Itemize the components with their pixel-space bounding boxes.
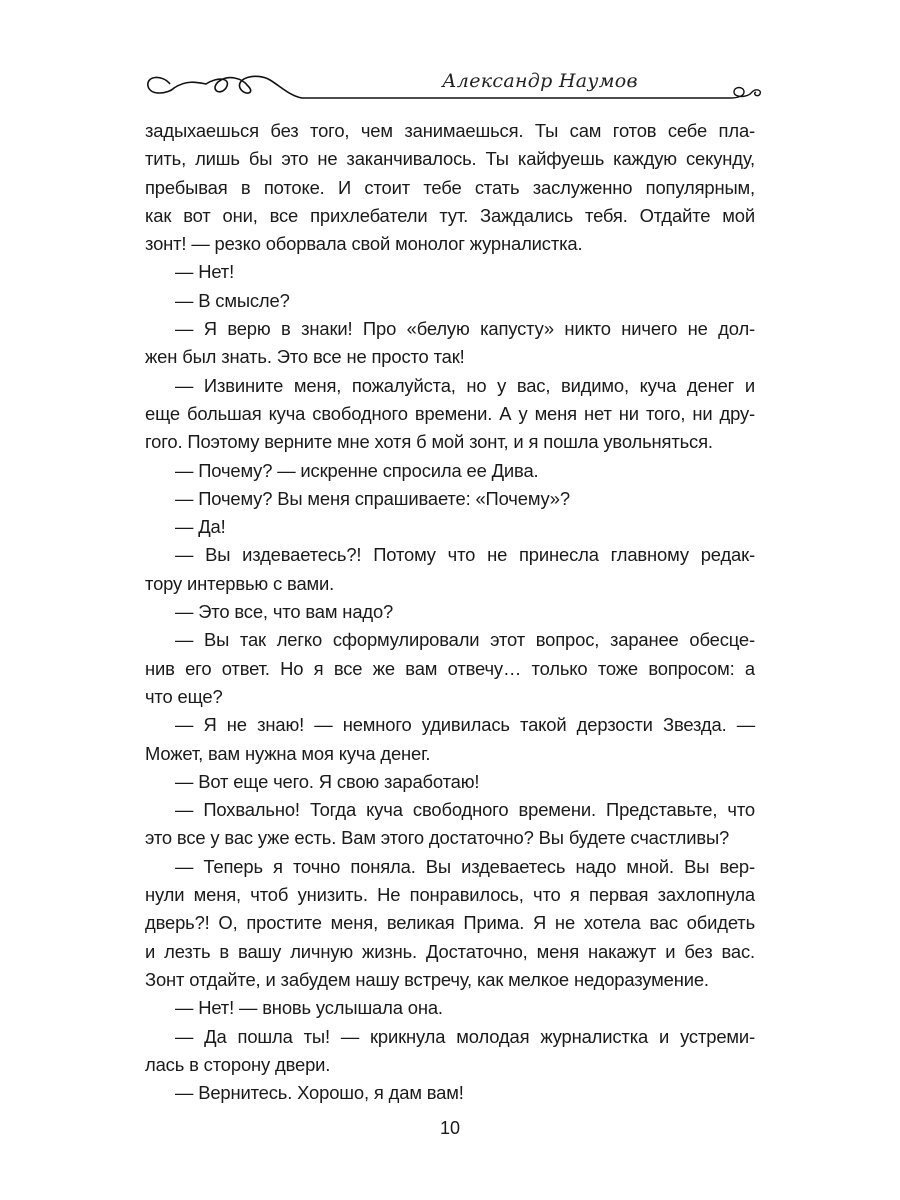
text-line: дверь?! О, простите меня, великая Прима. Я не хотела вас обидеть <box>145 912 755 934</box>
text-line: — Вы так легко сформулировали этот вопрос, заранее обесце- <box>175 629 755 651</box>
text-line: — Да пошла ты! — крикнула молодая журналистка и устреми- <box>175 1025 755 1047</box>
text-line: — Нет! <box>175 261 235 283</box>
text-line: гого. Поэтому верните мне хотя б мой зонт, и я пошла увольняться. <box>145 431 713 453</box>
text-line: — Вы издеваетесь?! Потому что не принесла главному редак- <box>175 544 755 566</box>
page-number: 10 <box>439 1118 461 1138</box>
author-name: Александр Наумов <box>442 70 638 92</box>
text-line: нули меня, чтоб унизить. Не понравилось, что я первая захлопнула <box>145 884 755 906</box>
text-line: — Нет! — вновь услышала она. <box>175 997 443 1019</box>
text-line: Зонт отдайте, и забудем нашу встречу, как мелкое недоразумение. <box>145 968 709 990</box>
text-line: жен был знать. Это все не просто так! <box>145 346 465 368</box>
text-line: как вот они, все прихлебатели тут. Заждались тебя. Отдайте мой <box>145 204 755 226</box>
text-line: нив его ответ. Но я все же вам отвечу… только тоже вопросом: а <box>145 657 755 679</box>
text-line: — Я верю в знаки! Про «белую капусту» никто ничего не дол- <box>175 318 755 340</box>
text-line: и лезть в вашу личную жизнь. Достаточно, меня накажут и без вас. <box>145 940 755 962</box>
text-line: тору интервью с вами. <box>145 572 335 594</box>
text-line: — Это все, что вам надо? <box>175 601 394 623</box>
text-line: — Почему? Вы меня спрашиваете: «Почему»? <box>175 487 570 509</box>
text-line: — Похвально! Тогда куча свободного времени. Представьте, что <box>175 799 755 821</box>
body-text <box>145 117 755 1107</box>
running-header <box>140 62 780 112</box>
text-line: — Вот еще чего. Я свою заработаю! <box>175 770 480 792</box>
text-line: пребывая в потоке. И стоит тебе стать заслуженно популярным, <box>145 176 755 198</box>
text-line: зонт! — резко оборвала свой монолог журналистка. <box>145 233 583 255</box>
text-line: Может, вам нужна моя куча денег. <box>145 742 431 764</box>
text-line: тить, лишь бы это не заканчивалось. Ты кайфуешь каждую секунду, <box>145 148 755 170</box>
text-line: еще большая куча свободного времени. А у меня нет ни того, ни дру- <box>145 402 755 424</box>
text-line: — Извините меня, пожалуйста, но у вас, видимо, куча денег и <box>175 374 755 396</box>
text-line: — Вернитесь. Хорошо, я дам вам! <box>175 1082 464 1104</box>
text-line: задыхаешься без того, чем занимаешься. Ты сам готов себе пла- <box>145 120 755 141</box>
text-line: что еще? <box>145 685 223 707</box>
text-line: лась в сторону двери. <box>145 1053 331 1075</box>
text-line: это все у вас уже есть. Вам этого достаточно? Вы будете счастливы? <box>145 827 730 849</box>
text-line: — Теперь я точно поняла. Вы издеваетесь надо мной. Вы вер- <box>175 855 755 877</box>
text-line: — Почему? — искренне спросила ее Дива. <box>175 459 539 481</box>
text-line: — Да! <box>175 516 226 538</box>
text-line: — В смысле? <box>175 289 290 311</box>
text-line: — Я не знаю! — немного удивилась такой дерзости Звезда. — <box>175 714 755 736</box>
